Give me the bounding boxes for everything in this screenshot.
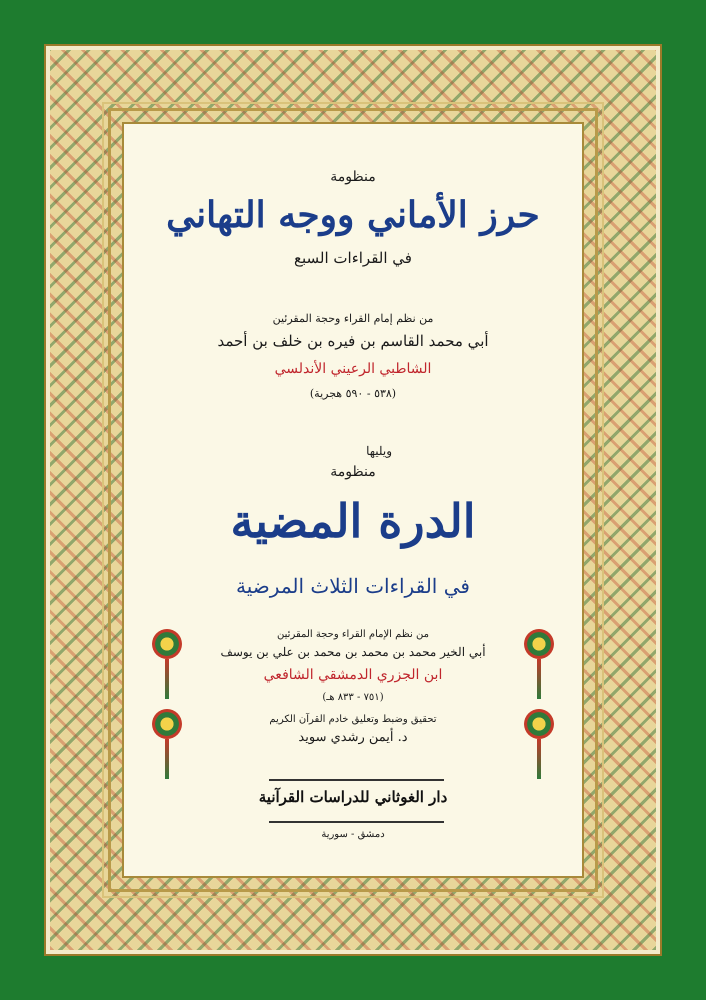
middle-subtitle: في القراءات الثلاث المرضية (236, 574, 470, 598)
ornament-medallion-left-bottom (152, 709, 182, 779)
ornament-medallion-right-bottom (524, 709, 554, 779)
top-dates: (٥٣٨ - ٥٩٠ هجرية) (309, 387, 397, 400)
top-author-name: أبي محمد القاسم بن فيره بن خلف بن أحمد (217, 332, 489, 350)
ornament-medallion-left-top (152, 629, 182, 699)
publisher-name: دار الغوثاني للدراسات القرآنية (258, 788, 448, 806)
middle-author-name: أبي الخير محمد بن محمد بن محمد بن علي بن يوسف (220, 645, 486, 659)
ornament-medallion-right-top (524, 629, 554, 699)
top-manzuma-label: منظومة (330, 169, 376, 185)
middle-author-intro: من نظم الإمام القراء وحجة المقرئين (277, 629, 429, 640)
top-author-intro: من نظم إمام القراء وحجة المقرئين (272, 312, 434, 325)
top-title: حرز الأماني ووجه التهاني (166, 194, 540, 236)
top-author-nisba: الشاطبي الرعيني الأندلسي (274, 361, 432, 377)
top-subtitle: في القراءات السبع (294, 249, 412, 267)
middle-title: الدرة المضية (230, 494, 476, 548)
publisher-city: دمشق - سورية (321, 829, 385, 840)
editor-intro: تحقيق وضبط وتعليق خادم القرآن الكريم (269, 714, 437, 725)
middle-manzuma-label: منظومة (330, 464, 376, 480)
editor-name: د. أيمن رشدي سويد (298, 730, 408, 745)
title-panel (122, 122, 584, 878)
middle-author-nisba: ابن الجزري الدمشقي الشافعي (263, 667, 443, 683)
middle-dates: (٧٥١ - ٨٣٣ هـ) (322, 692, 384, 703)
waliha-label: ويليها (366, 444, 392, 458)
